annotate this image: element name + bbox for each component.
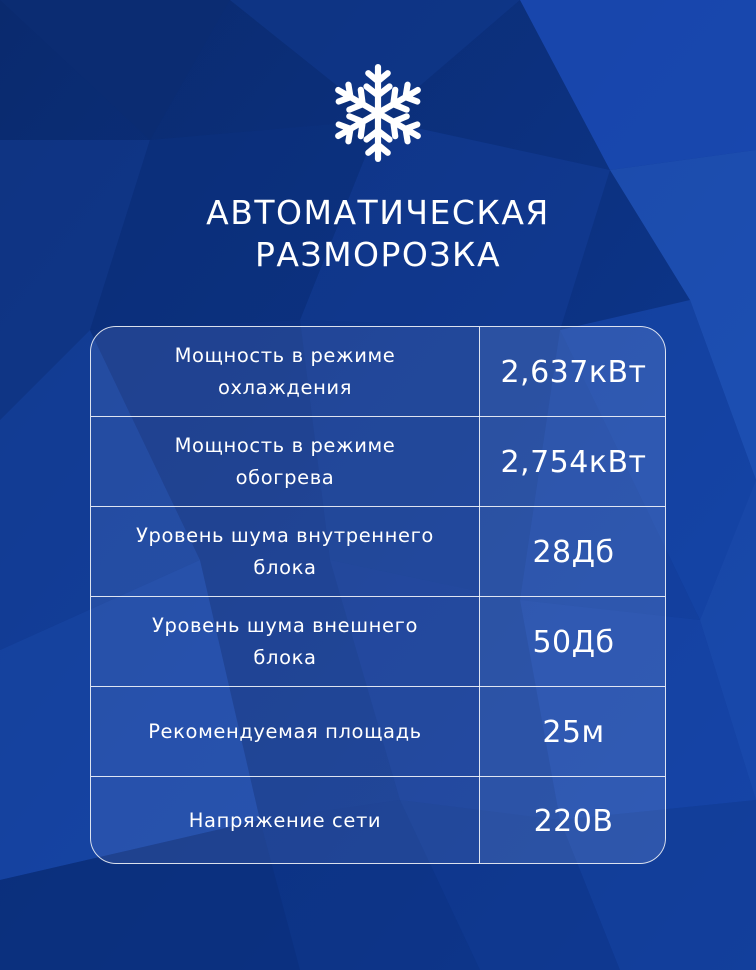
spec-label	[91, 777, 479, 864]
spec-row-cooling-power	[91, 327, 665, 417]
title-line-1: АВТОМАТИЧЕСКАЯ	[206, 193, 550, 232]
spec-label	[91, 597, 479, 687]
spec-label-line: Мощность в режиме	[174, 344, 396, 367]
spec-label	[91, 327, 479, 417]
spec-value: 2,637кВт	[479, 327, 666, 417]
spec-label-line: Напряжение сети	[188, 809, 382, 832]
spec-value: 50Дб	[479, 597, 666, 687]
spec-row-recommended-area	[91, 687, 665, 777]
spec-label-line: Рекомендуемая площадь	[148, 720, 422, 743]
spec-value: 2,754кВт	[479, 417, 666, 507]
spec-label-line: обогрева	[235, 466, 335, 489]
spec-label-line: блока	[253, 646, 317, 669]
spec-value: 25м	[479, 687, 666, 777]
spec-label	[91, 417, 479, 507]
spec-label-line: охлаждения	[217, 376, 353, 399]
spec-label-line: Уровень шума внутреннего	[136, 524, 434, 547]
page-title	[0, 192, 756, 276]
spec-value: 28Дб	[479, 507, 666, 597]
spec-label-line: Мощность в режиме	[174, 434, 396, 457]
spec-label	[91, 507, 479, 597]
spec-label-line: Уровень шума внешнего	[152, 614, 418, 637]
title-line-2: РАЗМОРОЗКА	[254, 235, 502, 274]
spec-label	[91, 687, 479, 777]
snowflake-icon	[325, 58, 431, 168]
spec-row-outdoor-noise	[91, 597, 665, 687]
spec-table	[90, 326, 666, 864]
spec-value: 220В	[479, 777, 666, 864]
spec-row-indoor-noise	[91, 507, 665, 597]
spec-label-line: блока	[253, 556, 317, 579]
spec-row-heating-power	[91, 417, 665, 507]
spec-row-voltage	[91, 777, 665, 864]
